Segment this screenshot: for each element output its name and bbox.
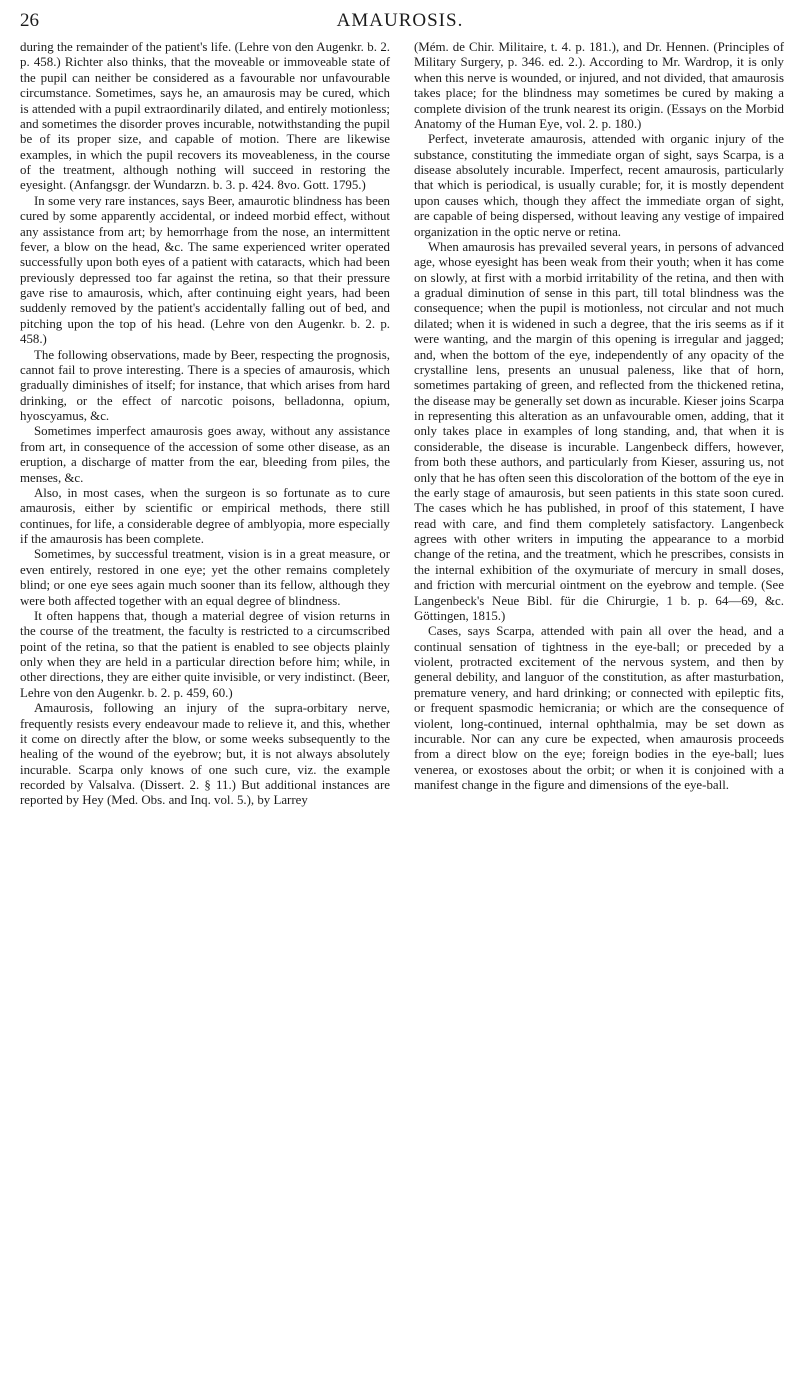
- running-title: AMAUROSIS.: [336, 10, 464, 31]
- paragraph: Amaurosis, following an injury of the supra-orbitary nerve, frequently resists every endeavour made to relieve it, and this, whether it come on directly after the blow, or some weeks subsequently to the healing of the wound of the eyebrow; but, it is not always absolutely incurable. Scarpa only knows of one such cure, viz. the example recorded by Valsalva. (Dissert. 2. § 11.) But additional instances are reported by Hey (Med. Obs. and Inq. vol. 5.), by Larrey: [20, 701, 390, 808]
- paragraph: It often happens that, though a material degree of vision returns in the course of the treatment, the faculty is restricted to a circumscribed point of the retina, so that the patient is enabled to see objects plainly only when they are held in a particular direction before him; while, in other directions, they are either quite invisible, or very indistinct. (Beer, Lehre von den Augenkr. b. 2. p. 459, 60.): [20, 608, 390, 700]
- page-number: 26: [20, 10, 39, 31]
- paragraph: during the remainder of the patient's life. (Lehre von den Augenkr. b. 2. p. 458.) Richter also thinks, that the moveable or immoveable state of the pupil can neither be considered as a favourable nor unfavourable circumstance. Sometimes, says he, an amaurosis may be cured, which is attended with a pupil extraordinarily dilated, and entirely motionless; and sometimes the disorder proves incurable, notwithstanding the pupil be of its proper size, and capable of motion. There are likewise examples, in which the pupil recovers its moveableness, in the course of the treatment, although nothing will succeed in restoring the eyesight. (Anfangsgr. der Wundarzn. b. 3. p. 424. 8vo. Gott. 1795.): [20, 40, 390, 193]
- right-column: [414, 40, 784, 1370]
- paragraph: When amaurosis has prevailed several years, in persons of advanced age, whose eyesight has been weak from their youth; when it has come on slowly, at first with a morbid irritability of the retina, and then with a gradual diminution of sense in this part, till total blindness was the consequence; when the pupil is motionless, not circular and not much dilated; when it is widened in such a degree, that the iris seems as if it were wanting, and the margin of this opening is irregular and jagged; and, when the bottom of the eye, independently of any opacity of the crystalline lens, presents an unusual paleness, like that of horn, sometimes partaking of green, and reflected from the thickened retina, the disease may be generally set down as incurable. Kieser joins Scarpa in representing this alteration as an unfavourable omen, adding, that it only takes place in examples of long standing, and, that when it is considerable, the disease is incurable. Langenbeck differs, however, from both these authors, and particularly from Kieser, assuring us, not only that he has often seen this discoloration of the bottom of the eye in the early stage of amaurosis, but seen patients in this state soon cured. The cases which he has published, in proof of this statement, I have read with care, and find them completely satisfactory. Langenbeck agrees with other writers in imputing the appearance to a morbid change of the retina, and the treatment, which he prescribes, consists in the internal exhibition of the oxymuriate of mercury in small doses, and friction with mercurial ointment on the eyebrow and temple. (See Langenbeck's Neue Bibl. für die Chirurgie, 1 b. p. 64—69, &c. Göttingen, 1815.): [414, 239, 784, 623]
- paragraph: The following observations, made by Beer, respecting the prognosis, cannot fail to prove interesting. There is a species of amaurosis, which gradually diminishes of itself; for instance, that which arises from hard drinking, or the effect of narcotic poisons, belladonna, opium, hyoscyamus, &c.: [20, 347, 390, 423]
- paragraph: Also, in most cases, when the surgeon is so fortunate as to cure amaurosis, either by scientific or empirical methods, there still continues, for life, a considerable degree of amblyopia, more especially if the amaurosis has been complete.: [20, 485, 390, 546]
- text-columns: [20, 40, 784, 1370]
- paragraph: Cases, says Scarpa, attended with pain all over the head, and a continual sensation of tightness in the eye-ball; or preceded by a violent, protracted excitement of the nervous system, and then by general debility, and languor of the constitution, as after masturbation, premature venery, and hard drinking; or connected with epileptic fits, or frequent spasmodic hemicrania; or which are the consequence of violent, long-continued, internal ophthalmia, may be set down as incurable. Nor can any cure be expected, when amaurosis proceeds from a direct blow on the eye; foreign bodies in the eye-ball; lues venerea, or exostoses about the orbit; or when it is conjoined with a manifest change in the figure and dimensions of the eye-ball.: [414, 624, 784, 792]
- page-header: [0, 8, 800, 38]
- paragraph: In some very rare instances, says Beer, amaurotic blindness has been cured by some apparently accidental, or indeed morbid effect, without any assistance from art; by hemorrhage from the nose, an intermittent fever, a blow on the head, &c. The same experienced writer operated successfully upon both eyes of a patient with cataracts, which had been previously depressed too far against the retina, so that their pressure gave rise to amaurosis, which, after continuing eight years, had been suddenly removed by the patient's accidentally falling out of bed, and pitching upon the top of his head. (Lehre von den Augenkr. b. 2. p. 458.): [20, 193, 390, 347]
- left-column: [20, 40, 390, 1370]
- paragraph: Perfect, inveterate amaurosis, attended with organic injury of the substance, constituting the immediate organ of sight, says Scarpa, is a disease absolutely incurable. Imperfect, recent amaurosis, particularly that which is periodical, is usually curable; for, it is mostly dependent upon causes which, though they affect the immediate organ of sight, are capable of being dispersed, without leaving any vestige of impaired organization in the optic nerve or retina.: [414, 132, 784, 239]
- paragraph: Sometimes, by successful treatment, vision is in a great measure, or even entirely, restored in one eye; yet the other remains completely blind; or one eye sees again much sooner than its fellow, although they were both affected together with an equal degree of blindness.: [20, 547, 390, 608]
- paragraph: Sometimes imperfect amaurosis goes away, without any assistance from art, in consequence of the accession of some other disease, as an eruption, a discharge of matter from the ear, bleeding from piles, the menses, &c.: [20, 424, 390, 485]
- paragraph: (Mém. de Chir. Militaire, t. 4. p. 181.), and Dr. Hennen. (Principles of Military Surgery, p. 346. ed. 2.). According to Mr. Wardrop, it is only when this nerve is wounded, or injured, and not divided, that amaurosis takes place; for the blindness may sometimes be cured by making a complete division of the trunk nearest its origin. (Essays on the Morbid Anatomy of the Human Eye, vol. 2. p. 180.): [414, 40, 784, 131]
